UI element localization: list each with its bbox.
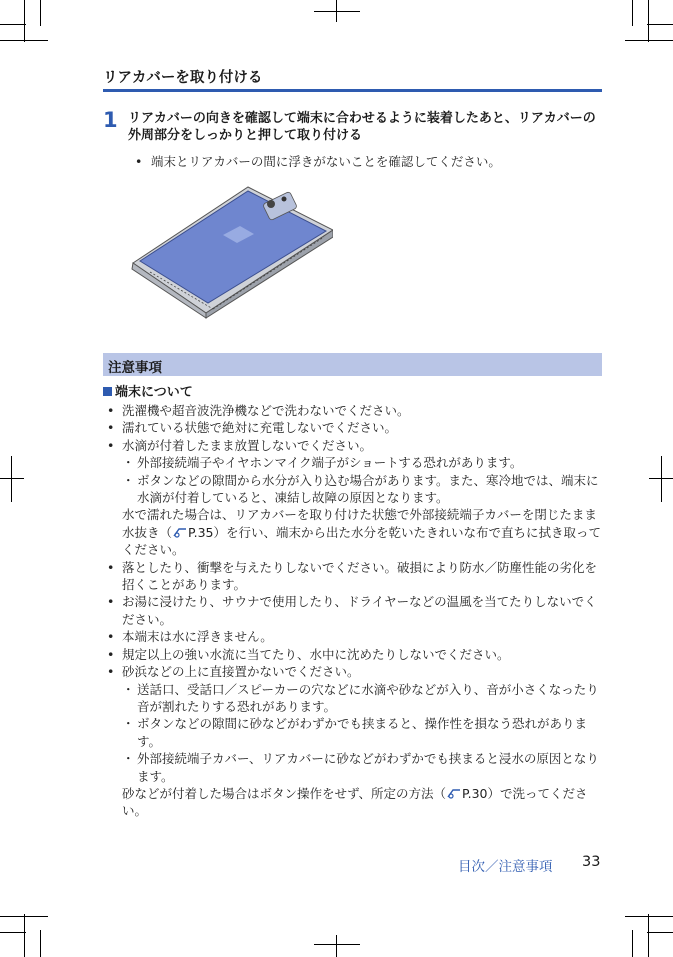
crop-mark <box>0 24 26 25</box>
list-item: • 落としたり、衝撃を与えたりしないでください。破損により防水／防塵性能の劣化を招くことがあります。 <box>105 559 602 594</box>
step-bullet-text: 端末とリアカバーの間に浮きがないことを確認してください。 <box>151 154 501 169</box>
registration-mark <box>0 478 24 479</box>
note-paragraph: 砂などが付着した場合はボタン操作をせず、所定の方法（ P.30）で洗ってください。 <box>122 785 588 819</box>
notice-header-bar <box>103 353 602 376</box>
crop-mark <box>0 932 26 933</box>
sub-list-item: ・ 外部接続端子やイヤホンマイク端子がショートする恐れがあります。 <box>105 454 602 471</box>
registration-mark <box>336 935 337 957</box>
registration-mark <box>314 11 360 12</box>
step-bullet: • 端末とリアカバーの間に浮きがないことを確認してください。 <box>135 154 501 169</box>
registration-mark <box>661 456 662 502</box>
page-reference-icon <box>172 526 188 538</box>
page-number: 33 <box>582 854 601 870</box>
notice-subheading: 端末について <box>103 381 193 400</box>
notice-list <box>105 402 602 820</box>
crop-mark <box>24 914 25 957</box>
list-item: • 規定以上の強い水流に当てたり、水中に沈めたりしないでください。 <box>105 646 602 663</box>
crop-mark <box>647 932 673 933</box>
crop-mark <box>648 0 649 42</box>
notice-title: 注意事項 <box>108 360 162 376</box>
footer-toc-link[interactable]: 目次／注意事項 <box>458 859 553 875</box>
crop-mark <box>625 916 673 917</box>
crop-mark <box>40 930 41 957</box>
crop-mark <box>24 0 25 42</box>
sub-list-item: ・ 外部接続端子カバー、リアカバーに砂などがわずかでも挟まると浸水の原因となります。 <box>105 750 602 785</box>
list-item: • 洗濯機や超音波洗浄機などで洗わないでください。 <box>105 402 602 419</box>
list-item: • 濡れている状態で絶対に充電しないでください。 <box>105 419 602 436</box>
note-paragraph: 水で濡れた場合は、リアカバーを取り付けた状態で外部接続端子カバーを閉じたまま水抜き（ P.35）を行い、端末から出た水分を乾いたきれいな布で直ちに拭き取ってください。 <box>122 507 601 558</box>
crop-mark <box>632 0 633 26</box>
page-reference-link[interactable]: P.35）を行い、端末から出た水分を乾いたきれいな布で直ちに拭き取ってください。 <box>122 524 601 558</box>
sub-list-item: ・ ボタンなどの隙間に砂などがわずかでも挟まると、操作性を損なう恐れがあります。 <box>105 715 602 750</box>
page-reference-icon <box>446 787 462 799</box>
crop-mark <box>647 24 673 25</box>
camera-lens-icon <box>267 200 275 208</box>
section-rule <box>103 89 602 92</box>
list-item: • 本端末は水に浮きません。 <box>105 628 602 645</box>
sub-list-item: ・ ボタンなどの隙間から水分が入り込む場合があります。また、寒冷地では、端末に水滴が付着していると、凍結し故障の原因となります。 <box>105 472 602 507</box>
list-item: • お湯に浸けたり、サウナで使用したり、ドライヤーなどの温風を当てたりしないでください。 <box>105 593 602 628</box>
step-instruction: リアカバーの向きを確認して端末に合わせるように装着したあと、リアカバーの外周部分をしっかりと押して取り付ける <box>128 111 596 143</box>
sub-list-item: ・ 送話口、受話口／スピーカーの穴などに水滴や砂などが入り、音が小さくなったり音が割れたりする恐れがあります。 <box>105 681 602 716</box>
page-reference-link[interactable]: P.30）で洗ってください。 <box>122 785 588 819</box>
registration-mark <box>11 456 12 502</box>
square-bullet-icon <box>103 387 112 396</box>
registration-mark <box>314 944 360 945</box>
section-title: リアカバーを取り付ける <box>103 70 263 86</box>
phone-rear-cover-illustration <box>128 185 333 320</box>
list-item: • 砂浜などの上に直接置かないでください。 <box>105 663 602 680</box>
crop-mark <box>40 0 41 26</box>
registration-mark <box>336 0 337 22</box>
crop-mark <box>632 930 633 957</box>
crop-mark <box>648 914 649 957</box>
crop-mark <box>625 40 673 41</box>
step-number: 1 <box>103 108 118 132</box>
list-item: • 水滴が付着したまま放置しないでください。 <box>105 437 602 454</box>
